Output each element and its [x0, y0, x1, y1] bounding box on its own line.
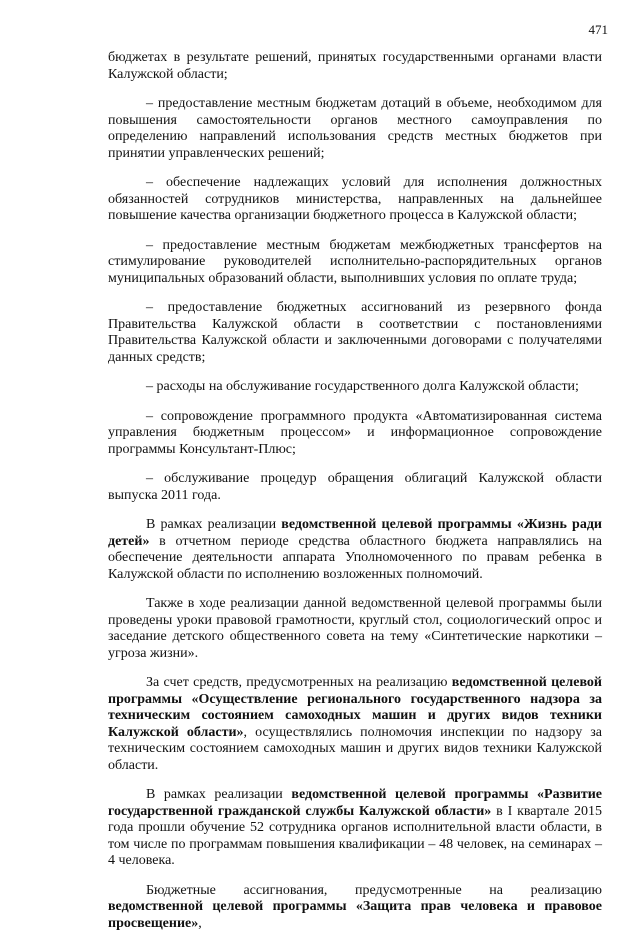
page-number: 471	[588, 22, 608, 37]
text-run: – расходы на обслуживание государственного долга Калужской области;	[146, 379, 579, 394]
text-run: – обеспечение надлежащих условий для исполнения должностных обязанностей сотрудников министерства, направленных на дальнейшее повышение качества организации бюджетного процесса в Калужской области;	[108, 175, 602, 223]
text-run: в отчетном периоде средства областного бюджета направлялись на обеспечение деятельности аппарата Уполномоченного по правам ребенка в Калужской области по исполнению возложенных полномочий.	[108, 533, 602, 582]
paragraph-p12	[108, 883, 602, 933]
paragraph-p8	[108, 517, 602, 583]
paragraph-p2	[108, 175, 602, 225]
bold-text: ведомственной целевой программы «Осуществление регионального государственного надзора за техническим состоянием самоходных машин и других видов техники Калужской области»	[108, 675, 602, 740]
paragraph-p10	[108, 675, 602, 774]
text-run: В рамках реализации	[146, 787, 292, 802]
text-run: – предоставление местным бюджетам межбюджетных трансфертов на стимулирование руководителей исполнительно-распорядительных органов муниципальных образований области, выполнивших условия по оплате труда;	[108, 237, 602, 286]
paragraph-p6	[108, 409, 602, 459]
paragraph-p4	[108, 300, 602, 366]
text-run: За счет средств, предусмотренных на реализацию	[146, 675, 452, 690]
paragraph-p5	[108, 379, 602, 396]
text-run: – предоставление местным бюджетам дотаций в объеме, необходимом для повышения самостоятельности органов местного самоуправления по определению направлений использования средств местных бюджетов при принятии управленческих решений;	[108, 96, 602, 161]
text-run: в I квартале 2015 года прошли обучение 52 сотрудника органов исполнительной власти области, в том числе по программам повышения квалификации – 48 человек, на семинарах – 4 человека.	[108, 803, 602, 868]
paragraph-p3	[108, 238, 602, 288]
text-run: – предоставление бюджетных ассигнований из резервного фонда Правительства Калужской области в соответствии с постановлениями Правительства Калужской области и заключенными договорами с получателями данных средств;	[108, 300, 602, 365]
text-run: Также в ходе реализации данной ведомственной целевой программы были проведены уроки правовой грамотности, круглый стол, социологический опрос и заседание детского общественного совета на тему «Синтетические наркотики – угроза жизни».	[108, 596, 602, 661]
bold-text: ведомственной целевой программы «Развитие государственной гражданской службы Калужской области»	[108, 787, 602, 819]
bold-text: ведомственной целевой программы «Защита прав человека и правовое просвещение»	[108, 899, 602, 931]
text-run: Бюджетные ассигнования, предусмотренные на реализацию	[146, 882, 602, 898]
paragraph-p9	[108, 596, 602, 662]
paragraph-p11	[108, 787, 602, 870]
text-run: ,	[198, 915, 202, 931]
paragraph-p0	[108, 50, 602, 83]
text-run: , осуществлялись полномочия инспекции по надзору за техническим состоянием самоходных машин и других видов техники Калужской области.	[108, 724, 603, 773]
paragraph-p1	[108, 96, 602, 162]
bold-text: ведомственной целевой программы «Жизнь ради детей»	[108, 517, 602, 549]
text-run: В рамках реализации	[146, 517, 282, 532]
page-body	[108, 50, 602, 945]
paragraph-p7	[108, 471, 602, 504]
text-run: – сопровождение программного продукта «Автоматизированная система управления бюджетным процессом» и информационное сопровождение программы Консультант-Плюс;	[108, 408, 602, 457]
text-run: – обслуживание процедур обращения облигаций Калужской области выпуска 2011 года.	[108, 471, 602, 503]
text-run: бюджетах в результате решений, принятых государственными органами власти Калужской области;	[108, 50, 602, 82]
